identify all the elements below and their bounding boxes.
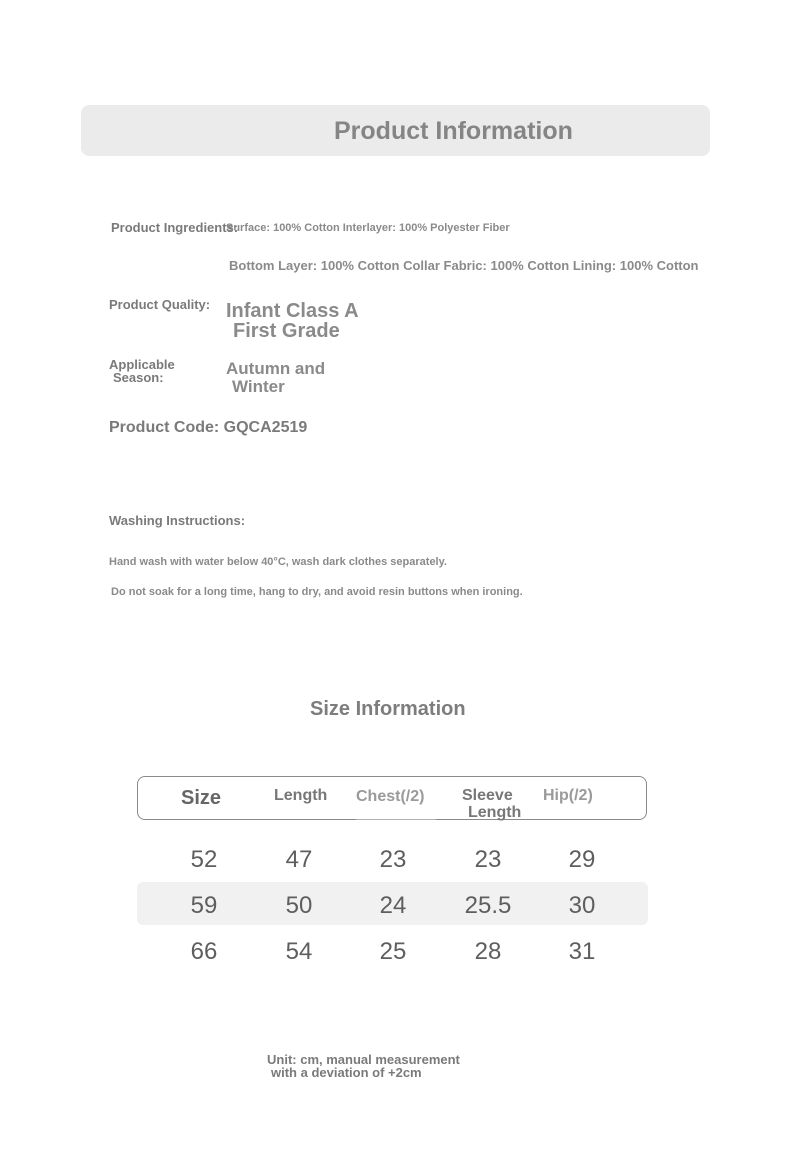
footnote-line-1: Unit: cm, manual measurement xyxy=(267,1052,460,1067)
column-header-hip: Hip(/2) xyxy=(543,787,593,804)
column-header-size: Size xyxy=(181,787,222,809)
column-header-sleeve: Sleeve xyxy=(462,787,513,804)
season-label-line-2: Season: xyxy=(113,370,164,385)
table-cell: 52 xyxy=(190,846,218,873)
product-code: Product Code: GQCA2519 xyxy=(109,419,308,436)
column-header-sleeve-length: Length xyxy=(468,804,522,821)
header-accent xyxy=(273,776,329,777)
ingredients-line-2: Bottom Layer: 100% Cotton Collar Fabric: 100% Cotton Lining: 100% Cotton xyxy=(229,258,699,273)
quality-label: Product Quality: xyxy=(109,297,211,312)
table-cell: 30 xyxy=(568,892,596,919)
ingredients-label: Product Ingredients: xyxy=(111,220,239,235)
washing-title: Washing Instructions: xyxy=(109,513,246,528)
quality-value-line-1: Infant Class A xyxy=(226,300,359,322)
page-title: Product Information xyxy=(334,117,573,145)
header-accent xyxy=(356,819,436,820)
quality-value-line-2: First Grade xyxy=(233,320,340,342)
table-cell: 23 xyxy=(379,846,407,873)
season-value-line-1: Autumn and xyxy=(226,359,326,378)
size-section-title: Size Information xyxy=(310,698,466,720)
table-cell: 31 xyxy=(568,938,596,965)
table-cell: 47 xyxy=(285,846,313,873)
column-header-length: Length xyxy=(274,787,328,804)
table-cell: 28 xyxy=(474,938,502,965)
ingredients-line-1: Surface: 100% Cotton Interlayer: 100% Polyester Fiber xyxy=(226,222,510,234)
column-header-chest: Chest(/2) xyxy=(356,788,425,805)
washing-line-1: Hand wash with water below 40°C, wash dark clothes separately. xyxy=(109,556,447,568)
footnote-line-2: with a deviation of +2cm xyxy=(271,1065,422,1080)
season-label-line-1: Applicable xyxy=(109,357,175,372)
table-cell: 29 xyxy=(568,846,596,873)
table-cell: 24 xyxy=(379,892,407,919)
table-cell: 23 xyxy=(474,846,502,873)
header-accent xyxy=(460,776,518,777)
table-cell: 25.5 xyxy=(464,892,512,919)
table-cell: 54 xyxy=(285,938,313,965)
table-cell: 59 xyxy=(190,892,218,919)
header-accent xyxy=(540,776,626,777)
season-value-line-2: Winter xyxy=(232,377,285,396)
table-cell: 25 xyxy=(379,938,407,965)
table-cell: 66 xyxy=(190,938,218,965)
header-accent xyxy=(273,819,329,820)
washing-line-2: Do not soak for a long time, hang to dry, and avoid resin buttons when ironing. xyxy=(111,586,523,598)
table-cell: 50 xyxy=(285,892,313,919)
